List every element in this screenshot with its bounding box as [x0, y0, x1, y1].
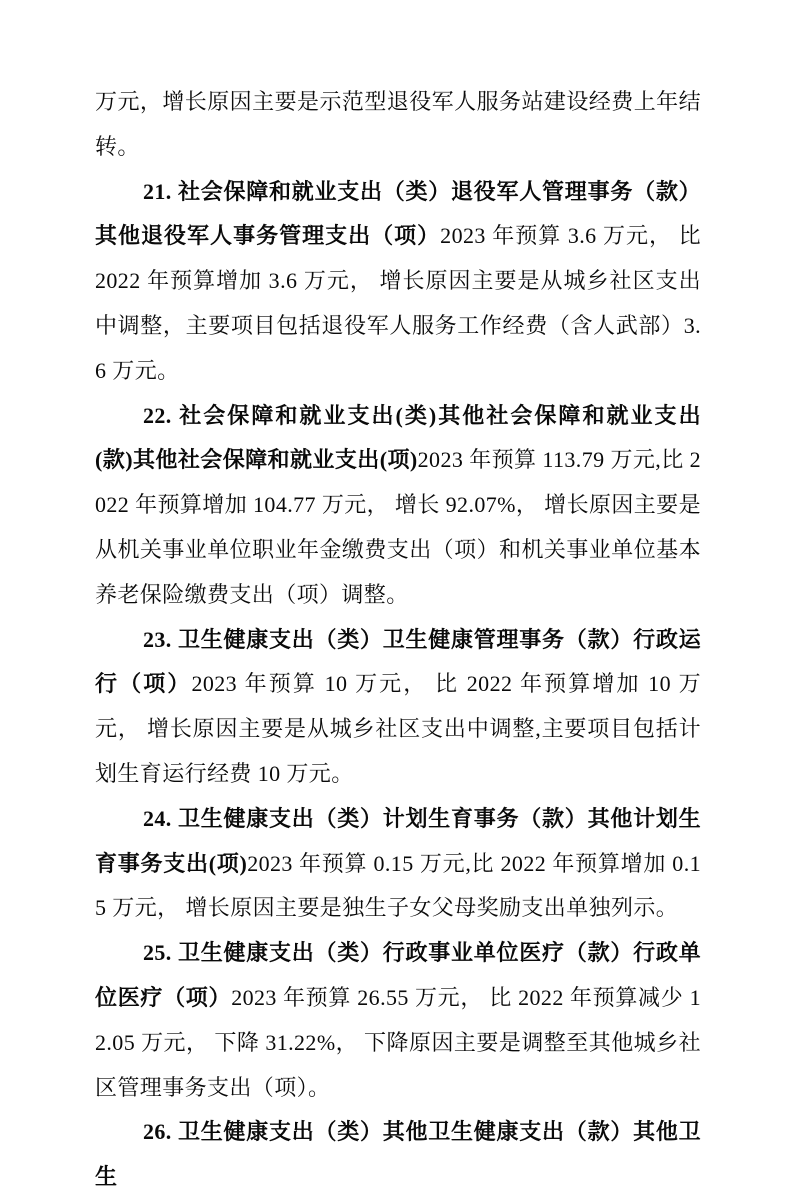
paragraph-text: 2023 年预算 26.55 万元， 比 2022 年预算减少 12.05 万元， 下降 31.22%， 下降原因主要是调整至其他城乡社区管理事务支出（项）。 [95, 984, 702, 1100]
paragraph-text: 2023 年预算 3.6 万元， 比 2022 年预算增加 3.6 万元， 增长原因主要是从城乡社区支出中调整，主要项目包括退役军人服务工作经费（含人武部）3.6 万元。 [95, 223, 701, 383]
paragraph-23 [95, 618, 701, 797]
paragraph-26 [95, 1110, 701, 1200]
paragraph-24 [95, 797, 701, 931]
paragraph-text: 2023 年预算 113.79 万元,比 2022 年预算增加 104.77 万元， 增长 92.07%， 增长原因主要是从机关事业单位职业年金缴费支出（项）和机关事业单位基本养老保险缴费支出（项）调整。 [95, 447, 702, 607]
paragraph-heading-bold: 24. 卫生健康支出（类）计划生育事务（款）其他计划生育事务支出(项) [95, 805, 701, 876]
paragraph-22 [95, 394, 701, 618]
paragraph-heading-bold: 21. 社会保障和就业支出（类）退役军人管理事务（款）其他退役军人事务管理支出（项） [95, 178, 701, 249]
paragraph-25 [95, 931, 701, 1110]
paragraph-heading-bold: 23. 卫生健康支出（类）卫生健康管理事务（款）行政运行（项） [95, 626, 701, 697]
page-content [95, 80, 701, 1200]
paragraph-heading-bold: 22. 社会保障和就业支出(类)其他社会保障和就业支出(款)其他社会保障和就业支出(项) [95, 402, 701, 473]
paragraph-heading-bold: 25. 卫生健康支出（类）行政事业单位医疗（款）行政单位医疗（项） [95, 940, 701, 1010]
paragraph-21 [95, 170, 701, 394]
paragraph-text: 2023 年预算 0.15 万元,比 2022 年预算增加 0.15 万元， 增长原因主要是独生子女父母奖励支出单独列示。 [95, 850, 701, 921]
paragraph-20-continuation [95, 80, 701, 170]
paragraph-text: 2023 年预算 10 万元， 比 2022 年预算增加 10 万元， 增长原因主要是从城乡社区支出中调整,主要项目包括计划生育运行经费 10 万元。 [95, 671, 701, 786]
paragraph-text: 万元，增长原因主要是示范型退役军人服务站建设经费上年结转。 [95, 89, 701, 159]
paragraph-heading-bold: 26. 卫生健康支出（类）其他卫生健康支出（款）其他卫生 [95, 1119, 701, 1190]
